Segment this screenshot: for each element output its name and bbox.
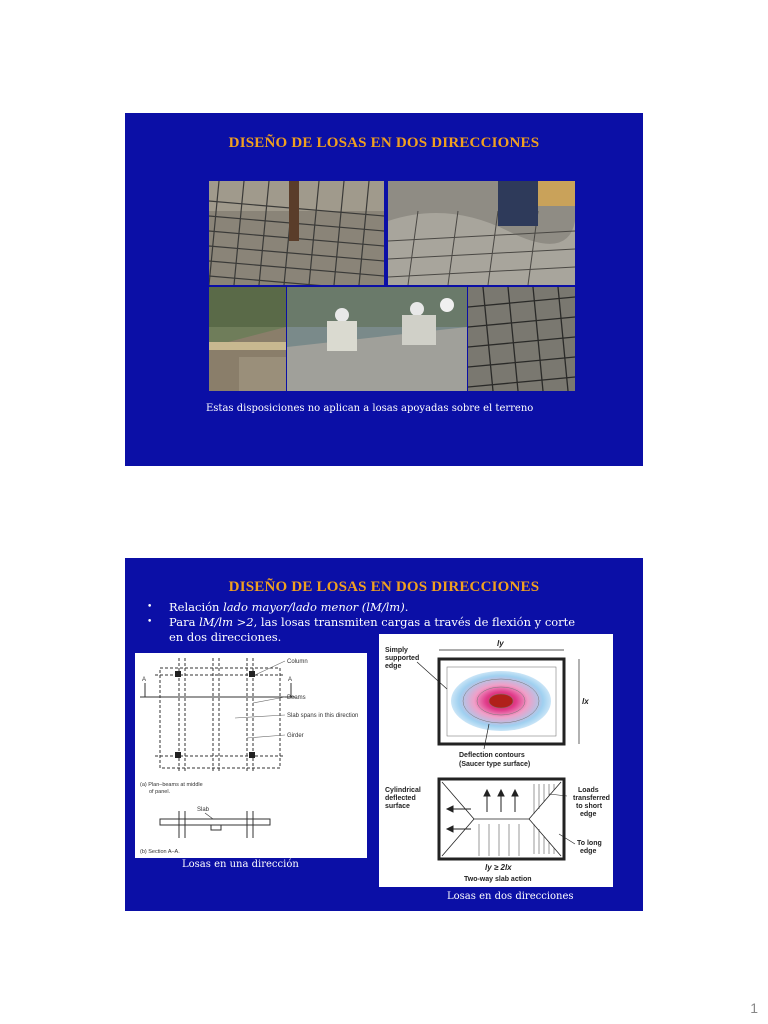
slide-1-title: DISEÑO DE LOSAS EN DOS DIRECCIONES	[228, 135, 540, 151]
bullet-2-line2: en dos direcciones.	[169, 630, 282, 644]
photo-workers-finishing	[287, 287, 467, 391]
caption-a-line2: of panel.	[149, 789, 171, 795]
bullet-dot: •	[147, 617, 153, 627]
label-loads-2: transferred	[573, 795, 610, 802]
label-slab: Slab	[197, 807, 210, 813]
bullet-1-italic: lado mayor/lado menor (lM/lm)	[223, 600, 405, 614]
slide-2	[125, 558, 643, 911]
bullet-2-suffix: , las losas transmiten cargas a través de flexión y corte	[253, 615, 576, 629]
photo-concrete-pour	[388, 181, 575, 285]
label-column: Column	[287, 659, 308, 665]
bullet-1-suffix: .	[404, 600, 409, 614]
slide-1-caption: Estas disposiciones no aplican a losas apoyadas sobre el terreno	[206, 403, 534, 414]
label-simply-1: Simply	[385, 647, 408, 654]
label-section-a-left: A	[142, 677, 147, 683]
label-loads-1: Loads	[578, 787, 599, 794]
label-long-1: To long	[577, 840, 602, 847]
label-simply-3: edge	[385, 663, 402, 670]
label-loads-3: to short	[576, 803, 603, 810]
label-girder: Girder	[287, 733, 304, 739]
bullet-2-prefix: Para	[169, 615, 200, 629]
slide-2-title: DISEÑO DE LOSAS EN DOS DIRECCIONES	[228, 579, 540, 595]
label-cyl-3: surface	[385, 803, 410, 810]
bullet-dot: •	[147, 602, 153, 612]
label-condition: ly ≥ 2lx	[485, 863, 512, 872]
photo-rebar-mesh	[209, 181, 384, 285]
label-deflection-1: Deflection contours	[459, 752, 525, 759]
bullet-ratio	[145, 600, 635, 615]
label-action: Two-way slab action	[464, 876, 532, 883]
label-simply-2: supported	[385, 655, 420, 662]
label-long-2: edge	[580, 848, 597, 855]
label-loads-4: edge	[580, 811, 597, 818]
label-lx: lx	[582, 697, 589, 706]
slide-1	[125, 113, 643, 466]
caption-a-line1: (a) Plan–beams at middle	[140, 782, 203, 788]
label-cyl-1: Cylindrical	[385, 787, 421, 794]
bullet-1-prefix: Relación	[169, 600, 224, 614]
page-number: 1	[750, 1000, 758, 1016]
label-section-a-right: A	[288, 677, 293, 683]
bullet-2-italic: lM/lm >2	[199, 615, 254, 629]
one-way-caption: Losas en una dirección	[182, 859, 299, 870]
label-beams: Beams	[287, 695, 306, 701]
photo-formwork	[209, 287, 286, 391]
two-way-caption: Losas en dos direcciones	[447, 891, 574, 902]
label-cyl-2: deflected	[385, 795, 416, 802]
one-way-slab-figure	[135, 653, 367, 858]
label-deflection-2: (Saucer type surface)	[459, 761, 531, 768]
two-way-slab-figure	[379, 634, 613, 887]
label-slab-spans: Slab spans in this direction	[287, 713, 359, 719]
label-ly: ly	[497, 639, 504, 648]
photo-slab-reinforcement	[468, 287, 575, 391]
caption-b: (b) Section A–A.	[140, 849, 180, 855]
